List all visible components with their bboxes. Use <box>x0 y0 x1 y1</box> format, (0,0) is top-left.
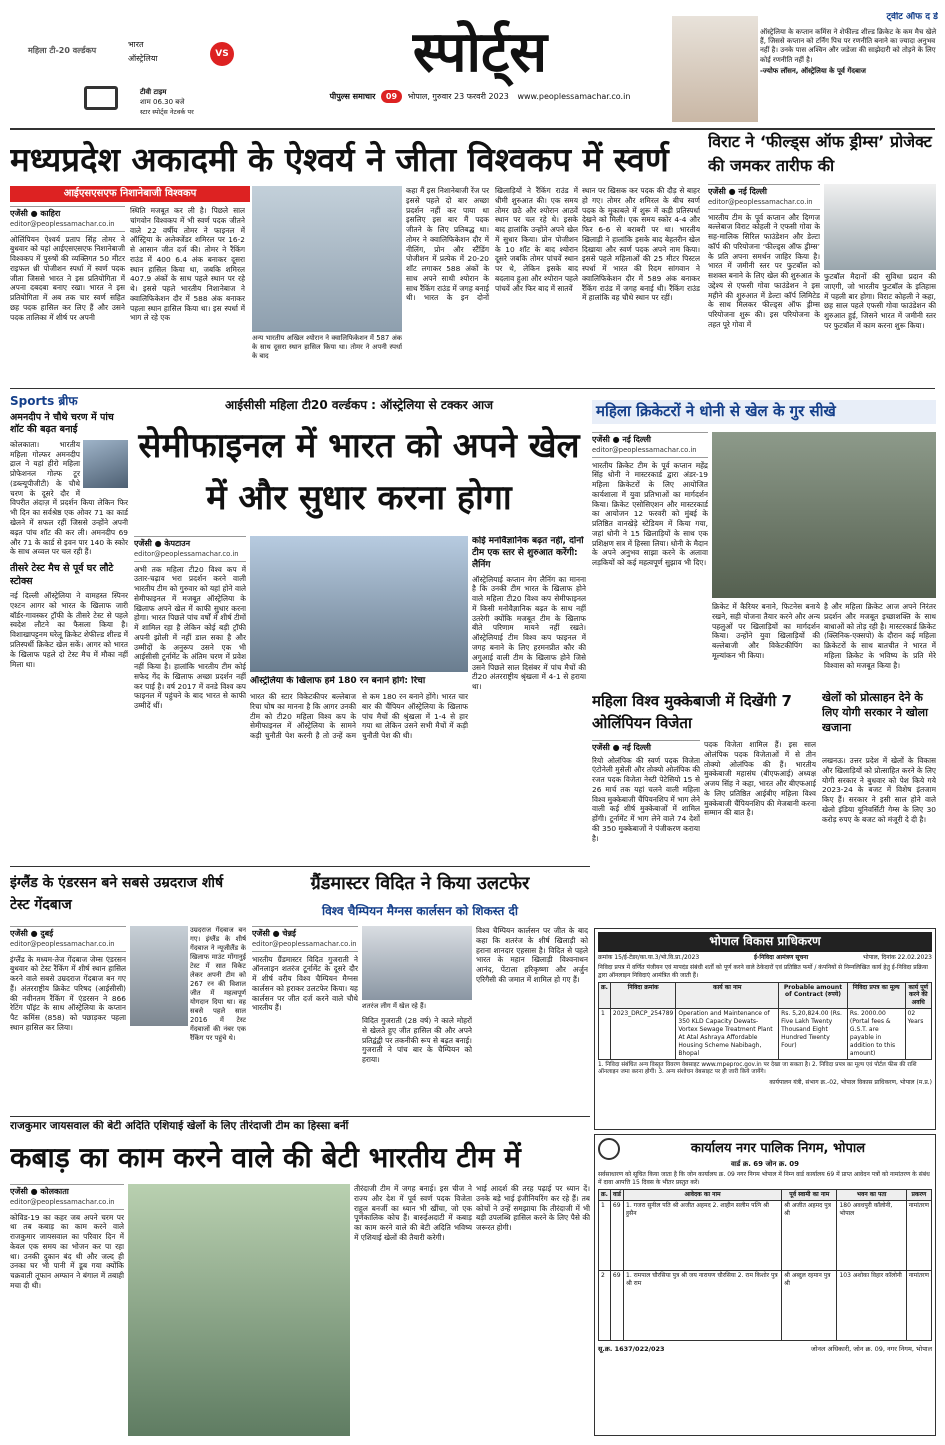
brief-headline-1: अमनदीप ने चौथे चरण में पांच शॉट की बढ़त बनाई <box>10 411 114 436</box>
virat-email: editor@peoplessamachar.co.in <box>708 198 820 210</box>
anderson-photo <box>130 926 188 1026</box>
semi-col1 <box>134 536 246 862</box>
nigam-th: आवेदक का नाम <box>624 1190 782 1201</box>
story1-text-1: ओलिंपियन ऐश्वर्य प्रताप सिंह तोमर ने बुधवार को यहां आईएसएसएफ निशानेबाजी विश्वकप में पुरुषों की व्यक्तिगत 50 मीटर राइफल थ्री पोजीशन स्पर्धा में स्वर्ण पदक जीता जिससे भारत ने इस प्रतियोगिता में अपना दबदबा बनाए रखा। भारत ने इस प्रतियोगिता में अब तक चार स्वर्ण सहित छह पदक हासिल कर लिए हैं और उसने पदक तालिका में शीर्ष पर अपनी <box>10 234 125 322</box>
story1-caption: अन्य भारतीय अखिल श्योरान ने क्वालिफिकेशन में 587 अंक के साथ दूसरा स्थान हासिल किया था। तोमर ने अपनी स्पर्धा के बाद <box>252 334 402 360</box>
vidit-byline: एजेंसी ● चेन्नई <box>252 926 358 940</box>
vs-badge: VS <box>210 42 234 66</box>
bda-notes: 1. निविदा संबंधित अन्य विस्तृत विवरण वेबसाइट www.mpeproc.gov.in पर देखा जा सकता है। 2. निविदा प्रपत्र का मूल्य एवं पोर्टल फीस की राशि ऑनलाइन जमा करना होगी। 3. अन्य संशोधन वेबसाइट पर ही जारी किये जायेंगे। <box>598 1061 917 1076</box>
dhoni-caption-2: है और महिला क्रिकेट आज अपने निरंतर प्रदर्शन और मजबूत इच्छाशक्ति के साथ बाधाओं को तोड़ रही है। मास्टरकार्ड क्रिकेट (क्लिनिक-एक्सपो) के दौरान कई महिला क्रिकेटरों के साथ बातचीत ने भारत में महिला क्रिकेट के भविष्य के प्रति मेरे विश्वास को मजबूत किया है। <box>824 602 936 670</box>
anderson-text-2: उम्रदराज गेंदबाज बन गए। इंग्लैंड के शीर्ष गेंदबाज ने न्यूजीलैंड के खिलाफ माउंट मोंगानुई टेस्ट में सात विकेट लेकर अपनी टीम को 267 रन की विशाल जीत में महत्वपूर्ण योगदान दिया था। वह सबसे पहले साल 2016 में टेस्ट गेंदबाजों की नंबर एक रैंकिंग पर पहुंचे थे। <box>190 926 246 1042</box>
nigam-td: 1. रामपाल चौरसिया पुत्र श्री जय नारायण चौरसिया 2. राम किशोर पुत्र श्री राम <box>624 1270 782 1340</box>
bda-th: कार्य का नाम <box>676 982 779 1009</box>
aditi-photo <box>128 1184 350 1436</box>
tweet-box <box>760 12 938 124</box>
website: www.peoplessamachar.co.in <box>517 92 631 101</box>
aditi-col1 <box>10 1184 124 1436</box>
story1-headline: मध्यप्रदेश अकादमी के ऐश्वर्य ने जीता विश्वकप में स्वर्ण <box>10 140 669 179</box>
boxing-col1 <box>592 740 700 862</box>
nigam-td: 1. गजरा सुनील पति श्री अजीत अहमद 2. शाहीन सलीम पत्नि श्री हुसैन <box>624 1200 782 1270</box>
vidit-text-3: विश्व चैम्पियन कार्लसन पर जीत के बाद कहा कि शतरंज के शीर्ष खिलाड़ी को हराना शानदार एहसास है। विदित से पहले भारत के महान खिलाड़ी विश्वनाथन आनंद, पेंटाला हरिकृष्णा और अर्जुन एरिगैसी की जमात में शामिल हो गए हैं। <box>476 926 588 984</box>
vidit-caption: शतरंज लीग में खेल रहे हैं। <box>362 1002 427 1010</box>
vidit-text-2: विदित गुजराती (28 वर्ष) ने काले मोहरों से खेलते हुए जीत हासिल की और अपने प्रतिद्वंद्वी पर तकनीकी रूप से बढ़त बनाई। गुजराती ने पांच बार के चैम्पियन को हराया। <box>362 1016 472 1065</box>
story1-email: editor@peoplessamachar.co.in <box>10 220 125 232</box>
scorebox <box>10 10 255 125</box>
aditi-email: editor@peoplessamachar.co.in <box>10 1198 124 1210</box>
boxing-text-2: पदक विजेता शामिल हैं। इस साल ओलंपिक पदक विजेताओं में से तीन तोक्यो ओलंपिक की हैं। भारतीय मुक्केबाजी महासंघ (बीएफआई) अध्यक्ष अजय सिंह ने कहा, भारत और बीएफआई के लिए प्रतिष्ठित आईबीए महिला विश्व मुक्केबाजी चैंपियनशिप की मेजबानी करना सम्मान की बात है। <box>704 740 816 818</box>
tender-nagar-nigam <box>594 1134 936 1436</box>
nigam-sign: जोनल अधिकारी, जोन क्र. 09, नगर निगम, भोपाल <box>810 1344 932 1353</box>
anderson-email: editor@peoplessamachar.co.in <box>10 940 126 952</box>
tender-bda <box>594 928 936 1130</box>
boxing-text: रियो ओलंपिक की स्वर्ण पदक विजेता एंटोनेली मुसेली और तोक्यो ओलंपिक की रजत पदक विजेता नेस्टी पेटेसियो 15 से 26 मार्च तक यहां चलने वाली महिला विश्व मुक्केबाजी चैंपियनशिप में भाग लेने वाली कई शीर्ष मुक्केबाजों में शामिल होंगी। टूर्नामेंट में भाग लेने वाले 74 देशों की 350 मुक्केबाजों ने पंजीकरण कराया है। <box>592 755 700 843</box>
virat-story <box>708 184 820 384</box>
page-number: 09 <box>381 90 402 103</box>
bda-th: निविदा प्रपत्र का मूल्य <box>847 982 905 1009</box>
semi-headline: सेमीफाइनल में भारत को अपने खेल में और सुधार करना होगा <box>138 426 580 518</box>
vidit-email: editor@peoplessamachar.co.in <box>252 940 358 952</box>
dateline: भोपाल, गुरुवार 23 फरवरी 2023 <box>407 92 509 101</box>
virat-headline: विराट ने ‘फील्ड्स ऑफ ड्रीम्स’ प्रोजेक्ट की जमकर तारीफ की <box>708 132 932 175</box>
nigam-table <box>598 1189 932 1341</box>
nigam-logo <box>598 1138 620 1160</box>
bda-td: 02 Years <box>905 1009 931 1059</box>
bda-subtitle: ई-निविदा आमंत्रण सूचना <box>753 953 809 961</box>
brief-photo <box>83 440 128 488</box>
bda-td: Rs. 2000.00 (Portal fees & G.S.T. are payable in addition to this amount) <box>847 1009 905 1059</box>
dhoni-text: भारतीय क्रिकेट टीम के पूर्व कप्तान महेंद्र सिंह धोनी ने मास्टरकार्ड द्वारा अंडर-19 महिला क्रिकेटरों के लिए आयोजित कार्यशाला में युवा प्रतिभाओं का मार्गदर्शन किया। क्रिकेट एसोसिएशन और मास्टरकार्ड का आयोजन 12 फरवरी को मुंबई के प्रतिष्ठित वानखेड़े स्टेडियम में किया गया, जहां धोनी ने 15 खिलाड़ियों के साथ एक प्रशिक्षण सत्र में हिस्सा लिया। धोनी के मैदान के अपने अनुभव साझा करने के अलावा लड़कियों को कई महत्वपूर्ण सुझाव भी दिए। <box>592 460 708 568</box>
aditi-kicker: राजकुमार जायसवाल की बेटी अदिति एशियाई खेलों के लिए तीरंदाजी टीम का हिस्सा बनीं <box>10 1120 349 1132</box>
bda-title: भोपाल विकास प्राधिकरण <box>598 932 932 952</box>
nigam-th: पूर्व स्वामी का नाम <box>782 1190 837 1201</box>
nigam-subtitle: वार्ड क्र. 69 जोन क्र. 09 <box>730 1160 800 1168</box>
nigam-td: 69 <box>610 1270 623 1340</box>
nigam-th: वार्ड <box>610 1190 623 1201</box>
nigam-td: नामांतरण <box>906 1270 931 1340</box>
bda-th: Probable amount of Contract (रुपये) <box>779 982 848 1009</box>
publisher: पीपुल्स समाचार <box>329 92 376 101</box>
tv-icon <box>84 86 118 110</box>
dhoni-headline: महिला क्रिकेटरों ने धोनी से खेल के गुर सीखे <box>592 400 936 424</box>
boxing-byline: एजेंसी ● नई दिल्ली <box>592 740 700 754</box>
vidit-col1 <box>252 926 358 1112</box>
nigam-td: श्री अब्दुल रहमान पुत्र श्री <box>782 1270 837 1340</box>
brief-headline-2: तीसरे टेस्ट मैच से पूर्व घर लौटे स्टोक्स <box>10 563 114 587</box>
semi-byline: एजेंसी ● केपटाउन <box>134 536 246 550</box>
vidit-headline: ग्रैंडमास्टर विदित ने किया उलटफेर <box>310 873 530 894</box>
nigam-intro: सर्वसाधारण को सूचित किया जाता है कि जोन कार्यालय क्र. 09 नगर निगम भोपाल में निम्न वार्ड कार्यालय 69 में प्राप्त आवेदन पत्रों को नामांतरण के संबंध में दावा आपत्ति 15 दिवस के भीतर प्रस्तुत करें। <box>598 1171 930 1187</box>
team2: ऑस्ट्रेलिया <box>128 54 158 63</box>
anderson-text: इंग्लैंड के मध्यम-तेज गेंदबाज जेम्स एंडरसन बुधवार को टेस्ट रैंकिंग में शीर्ष स्थान हासिल करने वाले सबसे उम्रदराज गेंदबाज बन गए हैं। अंतरराष्ट्रीय क्रिकेट परिषद (आईसीसी) की नवीनतम रैंकिंग में एंडरसन ने 866 रेटिंग पॉइंट के साथ ऑस्ट्रेलिया के कप्तान पैट कमिंस (858) को पछाड़कर पहला स्थान हासिल कर लिया। <box>10 954 126 1032</box>
nigam-td: 103 अशोका विहार कॉलोनी <box>837 1270 906 1340</box>
nigam-td: 69 <box>610 1200 623 1270</box>
nigam-td: नामांतरण <box>906 1200 931 1270</box>
anderson-col1 <box>10 926 126 1112</box>
brief-text-2: नई दिल्ली ऑस्ट्रेलिया ने वामहस्त स्पिनर एश्टन आगर को भारत के खिलाफ जारी बॉर्डर-गावस्कर ट्रॉफी के तीसरे टेस्ट से पहले स्वदेश लौटने का फैसला किया है। विशाखापट्टनम घरेलू क्रिकेट शेफील्ड शील्ड में प्रतिस्पर्धी क्रिकेट खेल सकें। आगर को भारत के खिलाफ पहले दो टेस्ट मैच में मौका नहीं मिला था। <box>10 591 128 669</box>
bda-sign: कार्यपालन यंत्री, संभाग क्र.-02, भोपाल विकास प्राधिकरण, भोपाल (म.प्र.) <box>769 1078 932 1086</box>
nigam-th: भवन का पता <box>837 1190 906 1201</box>
story1-text-2: स्थिति मजबूत कर ली है। पिछले साल चांगवोन विश्वकप में भी स्वर्ण पदक जीतने वाले 22 वर्षीय तोमर ने फाइनल में ऑस्ट्रिया के अलेक्जेंडर शमिरल पर 16-2 से आसान जीत दर्ज की। तोमर ने रैंकिंग राउंड में 400 6.4 अंक बनाकर दूसरा स्थान हासिल किया था, जबकि शमिरल 407.9 अंकों के साथ पहले स्थान पर रहे थे। इससे पहले भारतीय निशानेबाज ने क्वालिफिकेशन दौर में 588 अंक बनाकर पहला स्थान हासिल किया था। इस स्पर्धा में भाग ले रहे एक <box>130 206 245 323</box>
bda-th: कार्य पूर्ण करने की अवधि <box>905 982 931 1009</box>
virat-text-1: भारतीय टीम के पूर्व कप्तान और दिग्गज बल्लेबाज विराट कोहली ने एफसी गोवा के सह-मालिक सिरिल फाउंडेशन और डेल्टा कॉर्प की परियोजना ‘फील्ड्स ऑफ ड्रीम्स’ के प्रति अपना समर्थन जाहिर किया है। भारत में जमीनी स्तर पर फुटबॉल को सशक्त बनाने के लिए खेल की शुरुआत के उद्देश्य से एफसी गोवा फाउंडेशन ने इस महीने की शुरुआत में डेल्टा कॉर्प लिमिटेड के साथ मिलकर फील्ड्स ऑफ ड्रीम्स परियोजना शुरू की। इस परियोजना के तहत पूरे गोवा में <box>708 212 820 329</box>
nigam-th: प्रकरण <box>906 1190 931 1201</box>
semi-photo <box>250 536 468 672</box>
nigam-title: कार्यालय नगर पालिक निगम, भोपाल <box>690 1141 866 1157</box>
yogi-headline: खेलों को प्रोत्साहन देने के लिए योगी सरकार ने खोला खजाना <box>822 691 928 734</box>
brief-title: Sports ब्रीफ <box>10 394 78 408</box>
boxing-headline: महिला विश्व मुक्केबाजी में दिखेंगी 7 ओलिंपियन विजेता <box>592 692 792 732</box>
anderson-headline: इंग्लैंड के एंडरसन बने सबसे उम्रदराज शीर्ष टेस्ट गेंदबाज <box>10 875 224 913</box>
tv-time-label: टीवी टाइम <box>140 88 167 96</box>
nigam-td: 180 अवधपुरी कॉलोनी, भोपाल <box>837 1200 906 1270</box>
aditi-text: कोविड-19 का कहर जब अपने चरम पर था तब कबाड़ का काम करने वाले राजकुमार जायसवाल का परिवार दिन में केवल एक समय का भोजन कर पा रहा था। उनकी दुकान बंद थी और जल्द ही उनका घर भी पानी में डूब गया क्योंकि चक्रवाती तूफान अम्फान ने बंगाल में तबाही मचा दी थी। <box>10 1212 124 1290</box>
bda-date: भोपाल, दिनांक 22.02.2023 <box>862 953 932 961</box>
dhoni-byline: एजेंसी ● नई दिल्ली <box>592 432 708 446</box>
masthead <box>290 20 670 120</box>
anderson-byline: एजेंसी ● दुबई <box>10 926 126 940</box>
tv-time: शाम 06.30 बजे <box>140 98 185 106</box>
semi-kicker: आईसीसी महिला टी20 वर्ल्डकप : ऑस्ट्रेलिया से टक्कर आज <box>225 398 493 412</box>
section-title: स्पोर्ट्स <box>412 20 548 85</box>
tweet-author: -ज्योफ लॉसन, ऑस्ट्रेलिया के पूर्व गेंदबाज <box>760 66 866 75</box>
brief-text-1: कोलकाता। भारतीय महिला गोल्फर अमनदीप द्राल ने यहां हीरो महिला प्रोफेशनल गोल्फ टूर (डब्ल्यूपीजीटी) के चौथे चरण के दूसरे दौर में विपरीत अंदाज़ में प्रदर्शन किया लेकिन फिर भी दिन का सर्वश्रेष्ठ एक ओवर 71 का कार्ड खेलने में सफल रहीं जिससे उन्होंने अपनी बढ़त पांच शॉट की कर ली। अमनदीप 69 और 71 के कार्ड से इवन पार 140 के स्कोर के साथ अव्वल पर चल रही हैं। <box>10 439 128 557</box>
story1-text-3: कहा मैं इस निशानेबाजी रेंज पर इससे पहले दो बार अच्छा प्रदर्शन नहीं कर पाया था इसलिए इस बार मैं पदक जीतने के लिए प्रतिबद्ध था। तोमर ने क्वालिफिकेशन दौर में नीलिंग, प्रोन और स्टैंडिंग पोजीशन में प्रत्येक में 20-20 शॉट लगाकर 588 अंकों के साथ अपने साथी श्योरान के साथ रैंकिंग राउंड में जगह बनाई थी। भारत के इन दोनों खिलाड़ियों ने रैंकिंग राउंड में धीमी शुरुआत की। एक समय तोमर छठे और श्योरान आठवें स्थान पर चल रहे थे। इसके बाद हालांकि उन्होंने अपने खेल में सुधार किया। प्रोन पोजीशन के 10 शॉट के बाद श्योरान दूसरे जबकि तोमर पांचवें स्थान पर थे, लेकिन इसके बाद बदलाव हुआ और श्योरान पहले पांचवें और फिर बाद में सातवें <box>406 186 578 303</box>
semi-email: editor@peoplessamachar.co.in <box>134 550 246 562</box>
dhoni-caption: क्रिकेट में कैरियर बनाने, फिटनेस बनाये रखने, सही योजना तैयार करने और अन्य पहलुओं पर खिलाड़ियों का मार्गदर्शन किया। उन्होंने युवा खिलाड़ियों की बल्लेबाजी और विकेटकीपिंग का मूल्यांकन भी किया। <box>712 602 820 660</box>
vidit-photo <box>362 926 472 1000</box>
bda-table <box>598 982 932 1060</box>
tv-channel: स्टार स्पोर्ट्स नेटवर्क पर <box>140 108 194 116</box>
story1-col1 <box>10 206 125 386</box>
dhoni-email: editor@peoplessamachar.co.in <box>592 446 708 458</box>
virat-photo <box>824 184 936 270</box>
story1-kicker: आईएसएसएफ निशानेबाजी विश्वकप <box>10 186 250 202</box>
tweet-text: ऑस्ट्रेलिया के कप्तान कमिंस ने शेफील्ड शील्ड क्रिकेट के कम मैच खेले हैं, जिससे कप्तान को टर्निंग पिच पर रणनीति बनाने का ज्यादा अनुभव नहीं है। उनके पास अश्विन और जडेजा की साझेदारी को तोड़ने के लिए कोई रणनीति नहीं है। <box>760 27 937 64</box>
semi-side-headline: कोई मनोवैज्ञानिक बढ़त नहीं, दोनों टीम एक स्तर से शुरुआत करेंगी: लैनिंग <box>472 536 584 570</box>
nigam-td: श्री अजीत अहमद पुत्र श्री <box>782 1200 837 1270</box>
yogi-text: लखनऊ। उत्तर प्रदेश में खेलों के विकास और खिलाड़ियों को प्रोत्साहित करने के लिए योगी सरकार ने बुधवार को पेश किये गये 2023-24 के बजट में विशेष इंतजाम किए हैं। सरकार ने इसी साल होने वाले खेलो इंडिया यूनिवर्सिटी गेम्स के लिए 30 करोड़ रुपए के बजट को मंजूरी दे दी है। <box>822 756 936 824</box>
story1-byline: एजेंसी ● काहिरा <box>10 206 125 220</box>
bda-td: 1 <box>599 1009 611 1059</box>
vidit-text: भारतीय ग्रैंडमास्टर विदित गुजराती ने ऑनलाइन शतरंज टूर्नामेंट के दूसरे दौर में शीर्ष वरीय विश्व चैम्पियन मैग्नस कार्लसन को हराकर उलटफेर किया। यह कार्लसन पर जीत दर्ज करने वाले चौथे भारतीय हैं। <box>252 954 358 1013</box>
dhoni-photo <box>712 432 936 598</box>
bda-th: क्र. <box>599 982 611 1009</box>
bda-intro: निविदा प्रपत्र में वर्णित पंजीयन एवं मापदंड संबंधी शर्तों को पूर्ण करने वाले ठेकेदारों एवं प्रतिष्ठित फर्मो / कंपनियों से निम्नलिखित कार्य हेतु ई-निविदा प्रक्रिया द्वारा ऑनलाइन निविदाएं आमंत्रित की जाती हैं। <box>598 963 928 979</box>
bda-th: निविदा क्रमांक <box>610 982 675 1009</box>
story1-photo <box>252 186 402 332</box>
semi-side-text: ऑस्ट्रेलियाई कप्तान मेग लैनिंग का मानना है कि उनकी टीम भारत के खिलाफ होने वाले महिला टी20 विश्व कप सेमीफाइनल में किसी मनोवैज्ञानिक बढ़त के साथ नहीं उतरेगी क्योंकि मजबूत टीम के खिलाफ बीते परिणाम मायने नहीं रखते। ऑस्ट्रेलियाई टीम विश्व कप फाइनल में जगह बनाने के लिए हरमनप्रीत कौर की अगुआई वाली टीम के खिलाफ होने जिसे उसने पिछले साल दिसंबर में पांच मैचों की टी20 अंतरराष्ट्रीय श्रृंखला में 4-1 से हराया था। <box>472 574 586 692</box>
nigam-th: क्र. <box>599 1190 611 1201</box>
scorebox-label: महिला टी-20 वर्ल्डकप <box>28 46 97 55</box>
aditi-headline: कबाड़ का काम करने वाले की बेटी भारतीय टीम में <box>10 1141 521 1174</box>
semi-side <box>472 536 586 862</box>
semi-text: अभी तक महिला टी20 विश्व कप में उतार-चढ़ाव भरा प्रदर्शन करने वाली भारतीय टीम को गुरुवार को यहां होने वाले सेमीफाइनल में मजबूत ऑस्ट्रेलिया के खिलाफ अपने खेल में काफी सुधार करना होगा। भारत पिछले पांच वर्षों में शीर्ष टीमों में शामिल रहा है लेकिन कोई बड़ी ट्रॉफी अपनी झोली में नहीं डाल सका है और उम्मीदों के अनुरूप उसने एक भी आईसीसी टूर्नामेंट के अंतिम चरण में प्रवेश नहीं किया है। हालांकि भारतीय टीम कोई सफेद गेंद के खिलाफ अच्छा प्रदर्शन नहीं कर पाई है। वर्ष 2017 में वनडे विश्व कप फाइनल में पहुंचने के बाद भारत से काफी उम्मीदें थीं। <box>134 564 246 711</box>
virat-text-2: फुटबॉल मैदानों की सुविधा प्रदान की जाएगी, जो भारतीय फुटबॉल के इतिहास में पहली बार होगा। विराट कोहली ने कहा, छह साल पहले एफसी गोवा फाउंडेशन की शुरुआत हुई, जिसने भारत में जमीनी स्तर पर फुटबॉल में काम करना शुरू किया। <box>824 272 936 330</box>
virat-byline: एजेंसी ● नई दिल्ली <box>708 184 820 198</box>
team1: भारत <box>128 40 144 49</box>
story1-text-4: स्थान पर खिसक कर पदक की दौड़ से बाहर हो गए। तोमर और शमिरल के बीच स्वर्ण पदक के मुकाबले में शुरू में कड़ी प्रतिस्पर्धा देखने को मिली। एक समय स्कोर 4-4 और फिर 6-6 से बराबरी पर था। भारतीय खिलाड़ी ने हालांकि इसके बाद बेहतरीन खेल दिखाया और स्वर्ण पदक अपने नाम किया। इससे पहले महिलाओं की 25 मीटर पिस्टल स्पर्धा में भारत की रिदम सांगवान ने क्वालिफिकेशन दौर में 589 अंक बनाकर रैंकिंग राउंड में जगह बनाई थी। रैंकिंग राउंड में हालांकि वह चौथे स्थान पर रहीं। <box>582 186 700 303</box>
semi-box-text: भारत की स्टार विकेटकीपर बल्लेबाज रिचा घोष का मानना है कि आगर उनकी टीम को टी20 महिला विश्व कप के सेमीफाइनल में ऑस्ट्रेलिया के सामने कड़ी चुनौती पेश करनी है तो उन्हें कम से कम 180 रन बनाने होंगे। भारत चार बार की चैंपियन ऑस्ट्रेलिया के खिलाफ पांच मैचों की श्रृंखला में 1-4 से हार गया था लेकिन उसने सभी मैचों में कड़ी चुनौती पेश की थी। <box>250 692 468 741</box>
bda-td: Operation and Maintenance of 350 KLD Capacity Dewats-Vortex Sewage Treatment Plant At Atal Ashraya Affordable Housing Scheme Nabibagh, Bhopal <box>676 1009 779 1059</box>
dhoni-story <box>592 432 708 632</box>
aditi-text-3: भाई आदर्श की तरह पढ़ाई पर ध्यान दें। उनके बड़े भाई इंजीनियरिंग कर रहे हैं। तब कोचों ने उन्हें समझाया कि तीरंदाजी में भी बड़ी उपलब्धि हासिल करने के लिए पैसे की जरूरत होगी। <box>476 1184 590 1233</box>
vidit-subhead: विश्व चैम्पियन मैग्नस कार्लसन को शिकस्त दी <box>322 904 518 918</box>
sports-brief <box>10 394 128 862</box>
aditi-text-2: तीरंदाजी टीम में जगह बनाई। इस चीज ने राज्य और देश में पूर्व स्वर्ण पदक विजेता राहुल बनर्जी का ध्यान भी खींचा, जो एक पूर्णकालिक कोच हैं। बारुईअदाटी में कबाड़ का काम करने वाले की बेटी अदिति भविष्य में एशियाई खेलों की तैयारी करेगी। <box>354 1184 472 1242</box>
bda-ref: क्रमांक 15/ई-टेंडर/का.या.3/भो.वि.प्रा./2023 <box>598 953 700 961</box>
aditi-byline: एजेंसी ● कोलकाता <box>10 1184 124 1198</box>
bda-td: Rs. 5,20,824.00 (Rs. Five Lakh Twenty Thousand Eight Hundred Twenty Four) <box>779 1009 848 1059</box>
bda-td: 2023_DRCP_254789 <box>610 1009 675 1059</box>
nigam-td: 2 <box>599 1270 611 1340</box>
tweet-label: ट्वीट ऑफ द डे <box>886 12 938 22</box>
lawson-photo <box>672 16 758 122</box>
semi-box-headline: ऑस्ट्रेलिया के खिलाफ हमें 180 रन बनाने होंगे: रिचा <box>250 676 426 686</box>
nigam-td: 1 <box>599 1200 611 1270</box>
nigam-ref: सू.क्र. 1637/022/023 <box>598 1344 665 1353</box>
